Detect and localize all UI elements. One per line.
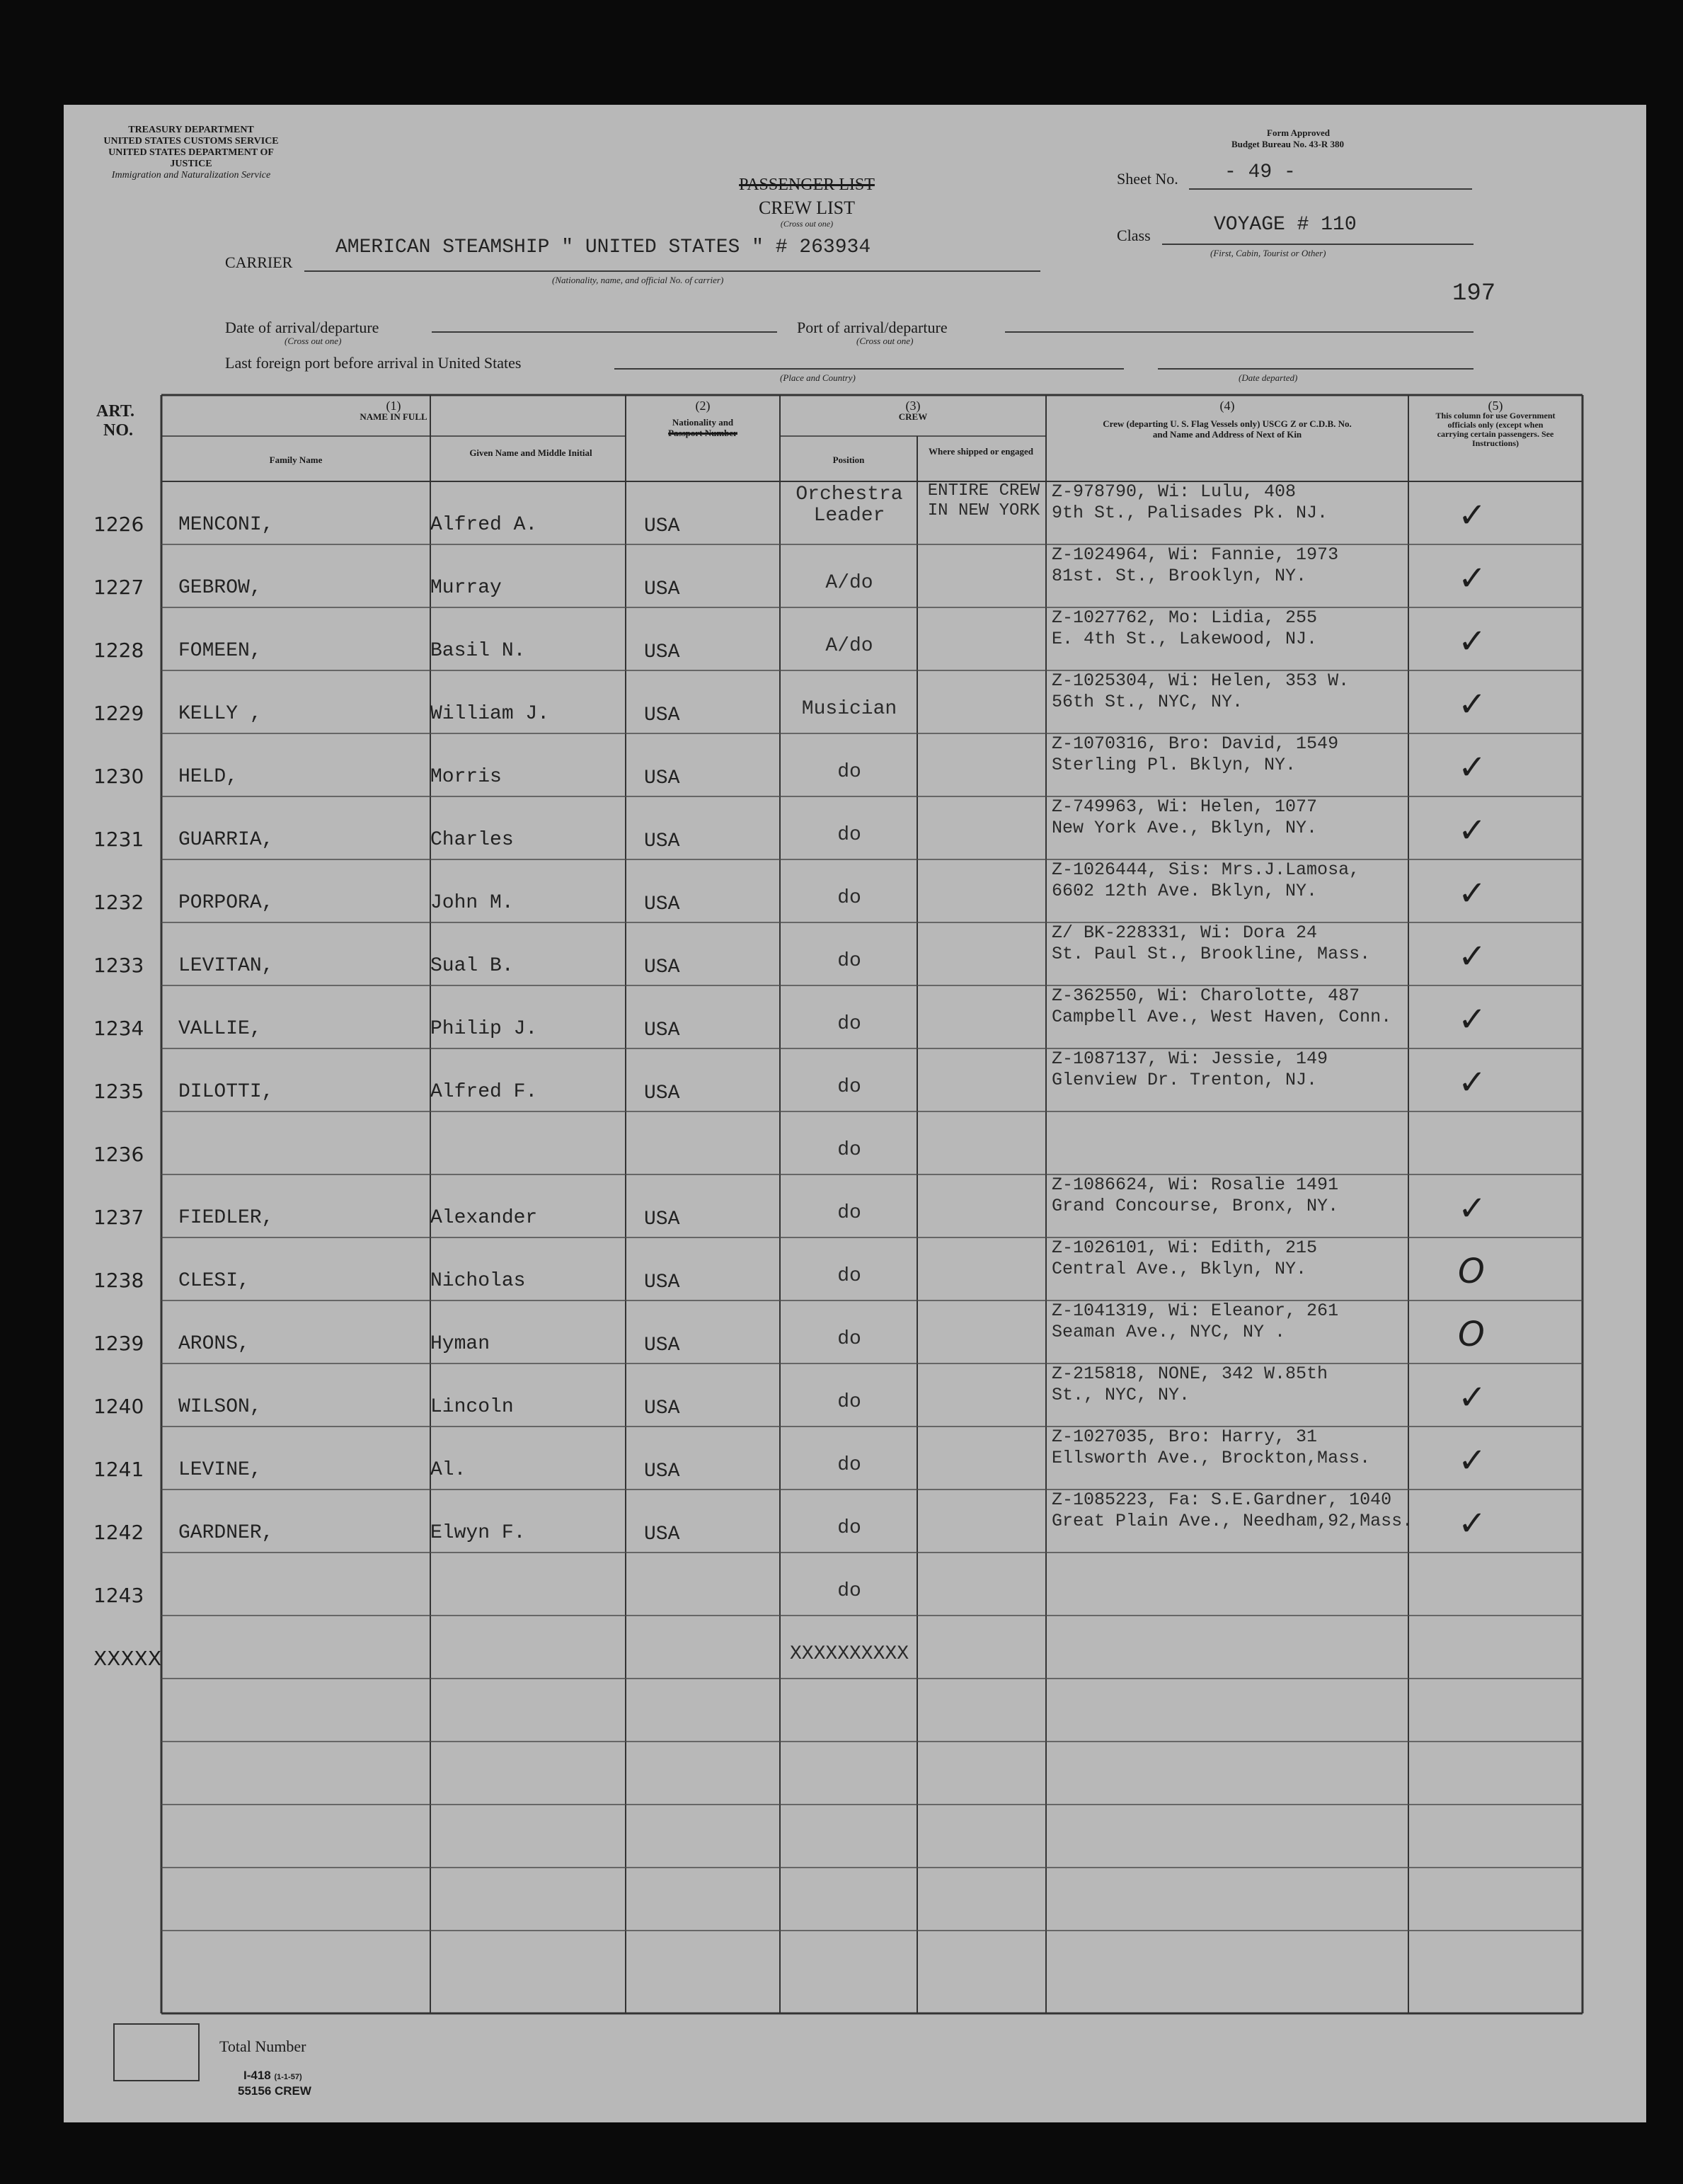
family-name: ARONS, (178, 1333, 250, 1355)
crew-position: do (837, 1139, 861, 1161)
given-name: Al. (430, 1459, 466, 1481)
crew-position: do (837, 1265, 861, 1287)
crew-position: do (837, 1202, 861, 1224)
agency-line-3: UNITED STATES DEPARTMENT OF JUSTICE (108, 147, 274, 169)
crew-position: do (837, 761, 861, 783)
art-number: 1234 (93, 1017, 144, 1040)
table-row (64, 733, 1646, 796)
page-number: 197 (1452, 280, 1496, 307)
nationality: USA (644, 1082, 680, 1104)
given-name: Murray (430, 577, 502, 599)
col1-header (161, 401, 626, 422)
col1-title: NAME IN FULL (360, 411, 427, 422)
official-mark: ✓ (1458, 1504, 1487, 1543)
next-of-kin-line-2: Sterling Pl. Bklyn, NY. (1052, 755, 1297, 775)
form-approved-line-1: Form Approved (1267, 127, 1330, 138)
art-number: XXXXX (93, 1647, 161, 1670)
given-name: Hyman (430, 1333, 490, 1355)
art-number: 1242 (93, 1521, 144, 1544)
family-name: GARDNER, (178, 1522, 274, 1544)
agency-line-4: Immigration and Naturalization Service (111, 170, 271, 181)
next-of-kin-line-1: Z-1026101, Wi: Edith, 215 (1052, 1237, 1318, 1258)
crew-position: do (837, 1076, 861, 1098)
family-name: WILSON, (178, 1396, 262, 1418)
sheet-label: Sheet No. (1117, 170, 1178, 188)
next-of-kin-line-1: Z-1026444, Sis: Mrs.J.Lamosa, (1052, 859, 1360, 880)
art-number: 1229 (93, 702, 144, 725)
col5-header (1408, 401, 1583, 448)
table-row (64, 1174, 1646, 1237)
crew-position: do (837, 950, 861, 972)
next-of-kin-line-1: Z-215818, NONE, 342 W.85th (1052, 1363, 1328, 1384)
official-mark: O (1458, 1315, 1485, 1354)
crew-position: do (837, 1013, 861, 1035)
art-no-header (96, 402, 160, 440)
given-name: Lincoln (430, 1396, 514, 1418)
form-approved-line-2: Budget Bureau No. 43-R 380 (1231, 139, 1345, 149)
col3-title: CREW (898, 411, 928, 422)
given-name: William J. (430, 703, 550, 725)
place-hint: (Place and Country) (780, 372, 856, 383)
given-name: Nicholas (430, 1270, 526, 1292)
given-name: Alfred F. (430, 1081, 538, 1103)
nationality: USA (644, 704, 680, 726)
next-of-kin-line-2: Campbell Ave., West Haven, Conn. (1052, 1007, 1392, 1027)
last-port-label: Last foreign port before arrival in United States (225, 354, 522, 372)
crew-position: do (837, 1328, 861, 1350)
class-value: VOYAGE # 110 (1214, 214, 1357, 236)
official-mark: ✓ (1458, 811, 1487, 850)
given-name: Philip J. (430, 1018, 538, 1040)
next-of-kin-line-1: Z-362550, Wi: Charolotte, 487 (1052, 985, 1360, 1006)
family-name: CLESI, (178, 1270, 250, 1292)
official-mark: ✓ (1458, 496, 1487, 535)
table-row (64, 607, 1646, 670)
crew-position: do (837, 887, 861, 909)
next-of-kin-line-1: Z-1085223, Fa: S.E.Gardner, 1040 (1052, 1490, 1392, 1510)
where-engaged: ENTIRE CREW IN NEW YORK (927, 481, 1040, 520)
crew-position: do (837, 1391, 861, 1413)
official-mark: ✓ (1458, 1378, 1487, 1417)
date-departed-hint: (Date departed) (1239, 372, 1298, 383)
official-mark: ✓ (1458, 622, 1487, 661)
next-of-kin-line-2: New York Ave., Bklyn, NY. (1052, 818, 1318, 838)
official-mark: ✓ (1458, 1063, 1487, 1102)
nationality: USA (644, 1523, 680, 1545)
nationality: USA (644, 1208, 680, 1230)
col4-title: Crew (departing U. S. Flag Vessels only) USCG Z or C.D.B. No. and Name and Address of Next of Kin (1103, 418, 1352, 440)
next-of-kin-line-1: Z-1027035, Bro: Harry, 31 (1052, 1427, 1318, 1447)
next-of-kin-line-1: Z/ BK-228331, Wi: Dora 24 (1052, 922, 1318, 943)
next-of-kin-line-1: Z-1087137, Wi: Jessie, 149 (1052, 1048, 1328, 1069)
family-name: HELD, (178, 766, 239, 788)
official-mark: ✓ (1458, 748, 1487, 787)
next-of-kin-line-2: Grand Concourse, Bronx, NY. (1052, 1196, 1339, 1216)
table-row (64, 1111, 1646, 1174)
table-row (64, 1300, 1646, 1363)
given-name: Charles (430, 829, 514, 851)
nationality: USA (644, 1460, 680, 1482)
next-of-kin-line-1: Z-1041319, Wi: Eleanor, 261 (1052, 1300, 1339, 1321)
table-row (64, 1427, 1646, 1490)
col2-header (626, 401, 780, 438)
next-of-kin-line-2: Seaman Ave., NYC, NY . (1052, 1322, 1286, 1342)
next-of-kin-line-1: Z-1027762, Mo: Lidia, 255 (1052, 607, 1318, 628)
port-label: Port of arrival/departure (797, 319, 948, 336)
family-name: LEVINE, (178, 1459, 262, 1481)
next-of-kin-line-1: Z-749963, Wi: Helen, 1077 (1052, 796, 1318, 817)
official-mark: ✓ (1458, 559, 1487, 598)
crew-position: do (837, 1580, 861, 1602)
col5-title: This column for use Government officials only (except when carrying certain passengers. See Instructions) (1435, 411, 1556, 448)
crew-position: XXXXXXXXXX (789, 1643, 909, 1665)
date-label: Date of arrival/departure (225, 319, 379, 336)
col1-num: (1) (386, 399, 401, 413)
next-of-kin-line-2: 9th St., Palisades Pk. NJ. (1052, 503, 1328, 523)
family-name: PORPORA, (178, 892, 274, 914)
nationality: USA (644, 956, 680, 978)
family-name: GEBROW, (178, 577, 262, 599)
table-row (64, 670, 1646, 733)
where-header: Where shipped or engaged (929, 446, 1033, 457)
col5-num: (5) (1488, 399, 1503, 413)
carrier-value: AMERICAN STEAMSHIP " UNITED STATES " # 263934 (335, 236, 871, 258)
art-number: 1230 (93, 765, 144, 788)
form-code-number: I-418 (243, 2069, 271, 2082)
class-label: Class (1117, 227, 1151, 244)
next-of-kin-line-2: St., NYC, NY. (1052, 1385, 1190, 1405)
art-number: 1237 (93, 1206, 144, 1229)
carrier-hint: (Nationality, name, and official No. of carrier) (552, 275, 724, 285)
crew-position: do (837, 1454, 861, 1476)
nationality: USA (644, 1334, 680, 1356)
given-name: Elwyn F. (430, 1522, 526, 1544)
table-row (64, 1048, 1646, 1111)
official-mark: ✓ (1458, 1189, 1487, 1228)
family-name: FIEDLER, (178, 1207, 274, 1229)
col2-struck: Passport Number (668, 428, 737, 438)
next-of-kin-line-2: E. 4th St., Lakewood, NJ. (1052, 629, 1318, 649)
crew-position: A/do (825, 635, 873, 657)
next-of-kin-line-1: Z-1086624, Wi: Rosalie 1491 (1052, 1174, 1339, 1195)
art-number: 1232 (93, 891, 144, 914)
agency-line-1: TREASURY DEPARTMENT (128, 125, 254, 135)
next-of-kin-line-1: Z-1025304, Wi: Helen, 353 W. (1052, 670, 1350, 691)
agency-line-2: UNITED STATES CUSTOMS SERVICE (103, 136, 279, 147)
art-header: ART. (96, 402, 135, 421)
next-of-kin-line-1: Z-978790, Wi: Lulu, 408 (1052, 481, 1297, 502)
table-row (64, 1553, 1646, 1616)
family-name: DILOTTI, (178, 1081, 274, 1103)
class-hint: (First, Cabin, Tourist or Other) (1210, 248, 1326, 258)
next-of-kin-line-2: St. Paul St., Brookline, Mass. (1052, 944, 1371, 964)
art-number: 1236 (93, 1143, 144, 1166)
table-row (64, 1363, 1646, 1427)
cross-out-hint: (Cross out one) (780, 219, 834, 229)
family-name: MENCONI, (178, 514, 274, 536)
art-number: 1226 (93, 513, 144, 536)
crew-position: Musician (801, 698, 897, 720)
art-number: 1235 (93, 1080, 144, 1103)
carrier-label: CARRIER (225, 253, 293, 271)
table-row (64, 985, 1646, 1048)
nationality: USA (644, 767, 680, 789)
art-number: 1238 (93, 1269, 144, 1292)
next-of-kin-line-2: Central Ave., Bklyn, NY. (1052, 1259, 1307, 1279)
table-row (64, 1616, 1646, 1679)
next-of-kin-line-2: Great Plain Ave., Needham,92,Mass. (1052, 1511, 1413, 1531)
art-number: 1240 (93, 1395, 144, 1418)
family-name: GUARRIA, (178, 829, 274, 851)
col3-header (780, 401, 1046, 422)
table-row (64, 1237, 1646, 1300)
table-row (64, 544, 1646, 607)
table-row (64, 859, 1646, 922)
col3-num: (3) (905, 399, 921, 413)
form-code (238, 2069, 311, 2098)
table-row (64, 796, 1646, 859)
next-of-kin-line-2: Ellsworth Ave., Brockton,Mass. (1052, 1448, 1371, 1468)
art-number: 1243 (93, 1584, 144, 1607)
crew-position: A/do (825, 572, 873, 594)
next-of-kin-line-2: 6602 12th Ave. Bklyn, NY. (1052, 881, 1318, 901)
next-of-kin-line-1: Z-1070316, Bro: David, 1549 (1052, 733, 1339, 754)
crew-position: Orchestra Leader (795, 484, 903, 527)
given-name: Sual B. (430, 955, 514, 977)
table-row (64, 922, 1646, 985)
nationality: USA (644, 830, 680, 852)
family-name: LEVITAN, (178, 955, 274, 977)
official-mark: O (1458, 1252, 1485, 1291)
position-header: Position (832, 454, 865, 465)
sheet-value: - 49 - (1224, 161, 1296, 183)
total-number-box (113, 2023, 200, 2081)
family-name: KELLY , (178, 703, 262, 725)
art-number: 1231 (93, 828, 144, 851)
table-row (64, 481, 1646, 544)
col2-title: Nationality and (672, 417, 734, 428)
document-page (64, 105, 1646, 2122)
col2-num: (2) (695, 399, 711, 413)
given-name-header: Given Name and Middle Initial (469, 447, 592, 458)
nationality: USA (644, 578, 680, 600)
official-mark: ✓ (1458, 874, 1487, 913)
official-mark: ✓ (1458, 1441, 1487, 1480)
art-number: 1228 (93, 639, 144, 662)
nationality: USA (644, 515, 680, 537)
crew-position: do (837, 824, 861, 846)
given-name: Morris (430, 766, 502, 788)
crew-position: do (837, 1517, 861, 1539)
official-mark: ✓ (1458, 685, 1487, 724)
given-name: Alexander (430, 1207, 538, 1229)
family-name: FOMEEN, (178, 640, 262, 662)
nationality: USA (644, 1397, 680, 1419)
nationality: USA (644, 641, 680, 663)
col4-header (1046, 401, 1408, 440)
next-of-kin-line-2: 81st. St., Brooklyn, NY. (1052, 566, 1307, 586)
form-code-date: (1-1-57) (274, 2073, 302, 2081)
given-name: Basil N. (430, 640, 526, 662)
port-hint: (Cross out one) (856, 336, 914, 346)
nationality: USA (644, 1271, 680, 1293)
passenger-list-title: PASSENGER LIST (739, 176, 875, 194)
family-name: VALLIE, (178, 1018, 262, 1040)
table-row (64, 1490, 1646, 1553)
art-number: 1241 (93, 1458, 144, 1481)
art-number: 1233 (93, 954, 144, 977)
given-name: John M. (430, 892, 514, 914)
next-of-kin-line-1: Z-1024964, Wi: Fannie, 1973 (1052, 544, 1339, 565)
next-of-kin-line-2: 56th St., NYC, NY. (1052, 692, 1243, 712)
official-mark: ✓ (1458, 1000, 1487, 1039)
next-of-kin-line-2: Glenview Dr. Trenton, NJ. (1052, 1070, 1318, 1090)
given-name: Alfred A. (430, 514, 538, 536)
art-number: 1227 (93, 576, 144, 599)
crew-list-title: CREW LIST (758, 198, 856, 218)
no-header: NO. (103, 421, 133, 440)
col4-num: (4) (1219, 399, 1235, 413)
nationality: USA (644, 893, 680, 915)
form-stock: 55156 CREW (238, 2084, 311, 2098)
art-number: 1239 (93, 1332, 144, 1355)
date-hint: (Cross out one) (285, 336, 342, 346)
family-name-header: Family Name (269, 454, 323, 465)
official-mark: ✓ (1458, 937, 1487, 976)
nationality: USA (644, 1019, 680, 1041)
total-number-label: Total Number (219, 2037, 306, 2055)
